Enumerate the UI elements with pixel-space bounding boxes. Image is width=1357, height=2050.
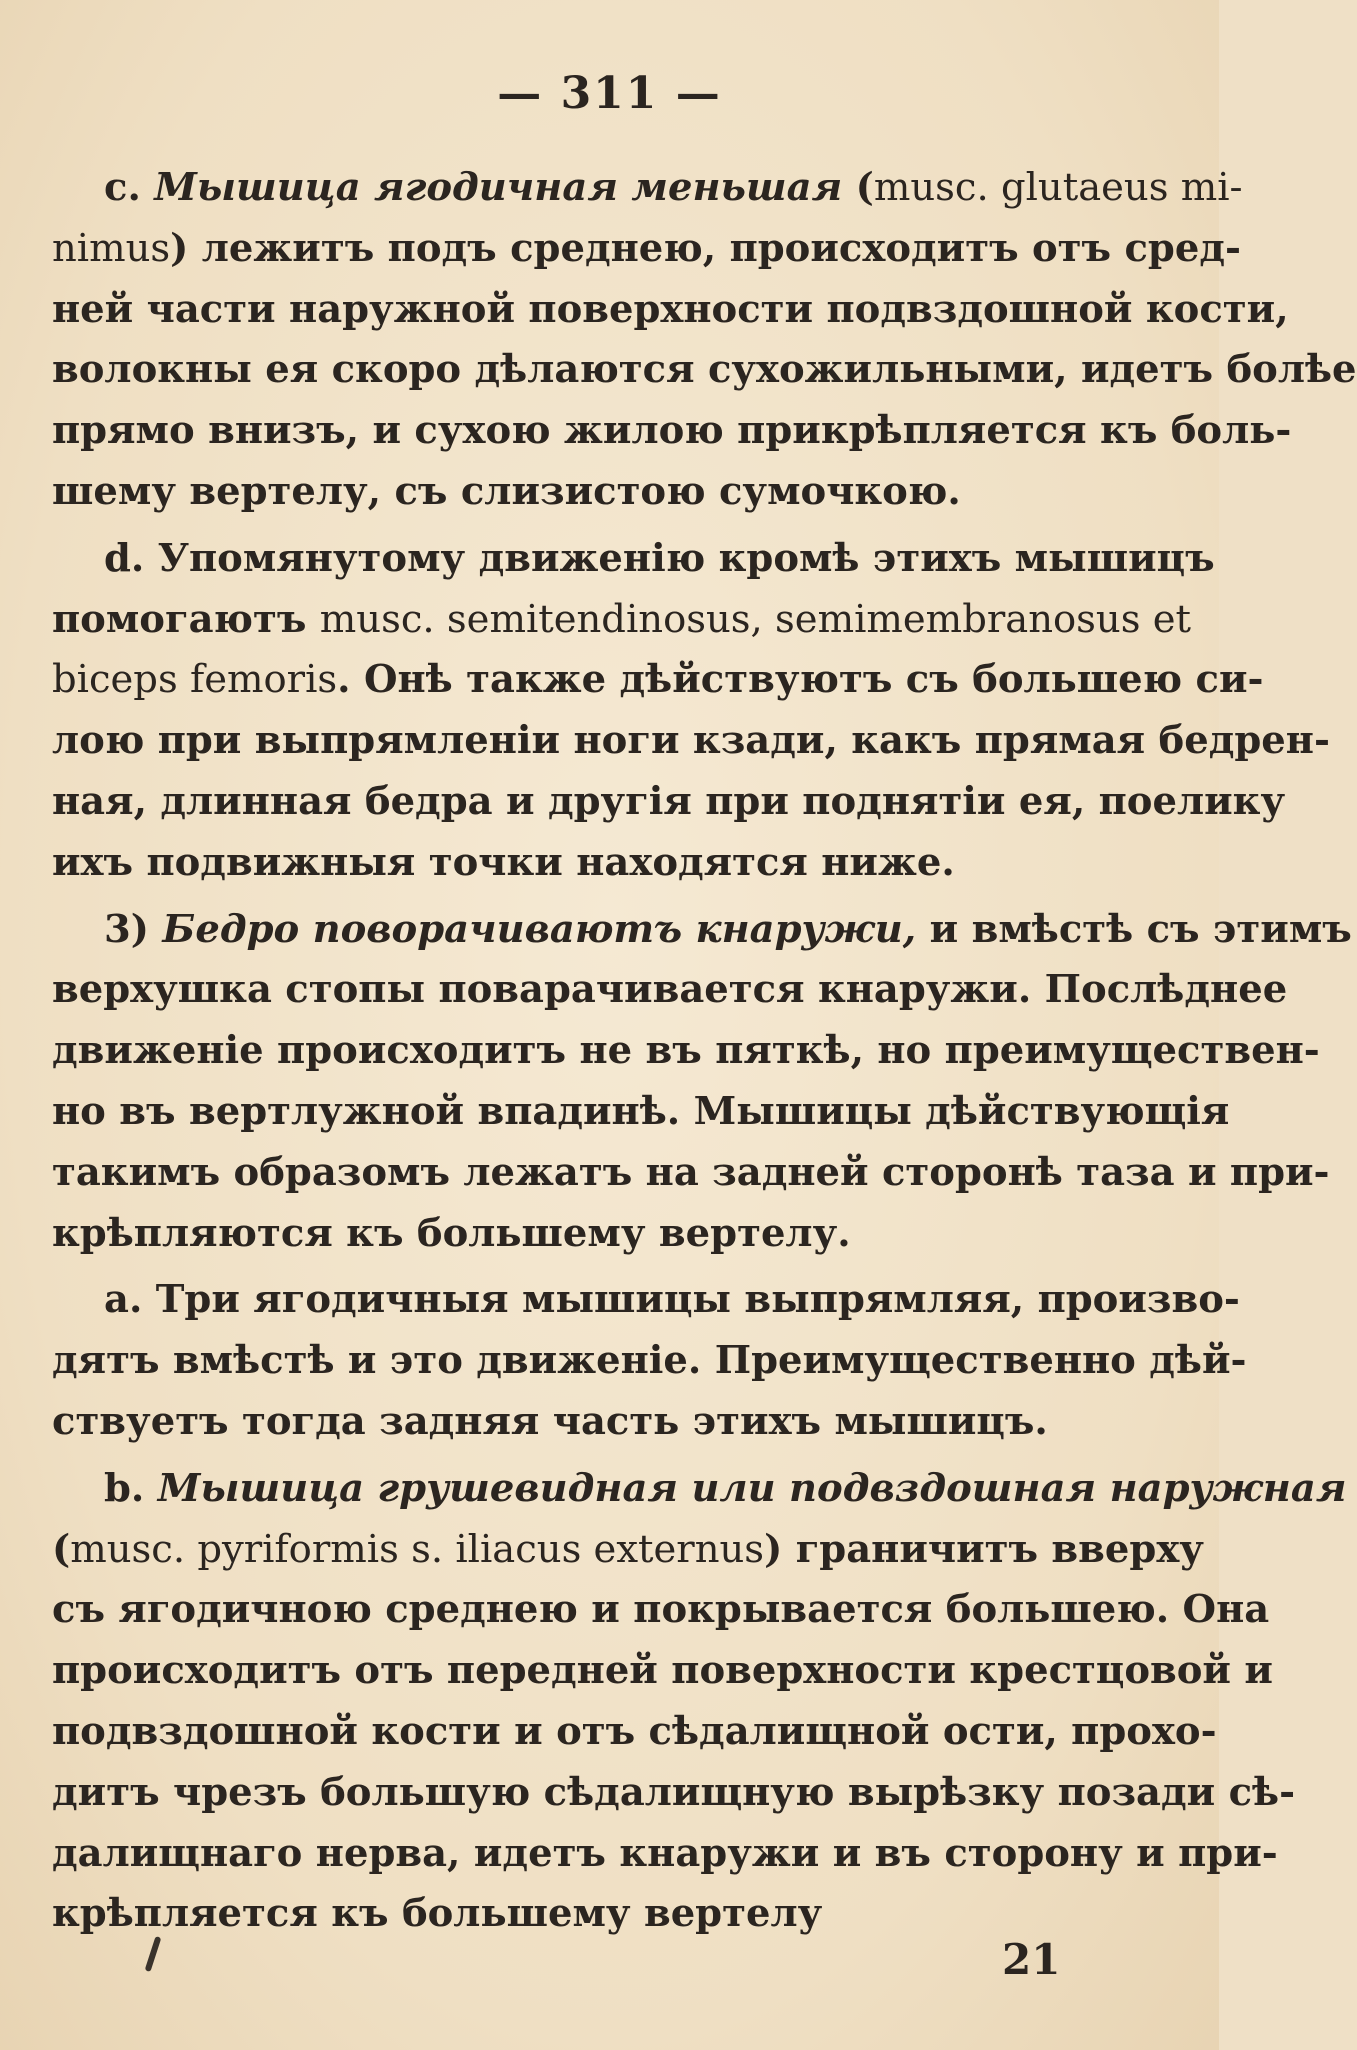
- latin-term: nimus: [52, 225, 171, 271]
- text-segment: съ ягодичною среднею и покрывается большею. Она: [52, 1587, 1270, 1633]
- text-segment: (: [842, 165, 874, 210]
- text-line: [52, 590, 1191, 651]
- text-line: [52, 401, 1292, 462]
- text-segment: шему вертелу, съ слизистою сумочкою.: [52, 468, 961, 514]
- italic-term: Мышица ягодичная меньшая: [154, 165, 843, 210]
- text-segment: подвздошной кости и отъ сѣдалищной ости, прохо-: [52, 1708, 1217, 1754]
- text-line: [52, 1641, 1273, 1702]
- text-line: [52, 650, 1264, 711]
- text-segment: дятъ вмѣстѣ и это движеніе. Преимущественно дѣй-: [52, 1338, 1247, 1384]
- text-line: [52, 1763, 1296, 1824]
- text-line: [52, 1459, 1347, 1520]
- text-segment: . Онѣ также дѣйствуютъ съ большею си-: [337, 657, 1264, 703]
- text-segment: ихъ подвижныя точки находятся ниже.: [52, 839, 955, 885]
- text-segment: c.: [104, 165, 155, 210]
- text-line: [52, 1520, 1204, 1581]
- text-line: [52, 1331, 1247, 1392]
- text-line: [52, 711, 1330, 772]
- text-segment: помогаютъ: [52, 596, 320, 642]
- text-line: [52, 1082, 1230, 1143]
- text-line: [52, 340, 1357, 401]
- text-segment: верхушка стопы поварачивается кнаружи. Послѣднее: [52, 967, 1288, 1013]
- text-segment: волокны ея скоро дѣлаются сухожильными, идетъ болѣе: [52, 347, 1357, 393]
- text-segment: (: [52, 1526, 71, 1572]
- text-segment: d. Упомянутому движенію кромѣ этихъ мышицъ: [104, 535, 1215, 581]
- text-line: [52, 462, 1144, 523]
- text-segment: но въ вертлужной впадинѣ. Мышицы дѣйствующія: [52, 1088, 1230, 1134]
- text-segment: и вмѣстѣ съ этимъ: [916, 906, 1352, 952]
- text-line: [52, 1580, 1270, 1641]
- italic-term: Бедро поворачиваютъ кнаружи,: [162, 906, 917, 952]
- latin-term: musc. pyriformis s. iliacus externus: [70, 1526, 765, 1572]
- text-line: [52, 1204, 1144, 1265]
- text-line: [52, 280, 1289, 341]
- latin-term: biceps femoris: [52, 657, 338, 703]
- text-line: [52, 960, 1288, 1021]
- text-line: [52, 529, 1215, 590]
- text-line: [52, 1702, 1217, 1763]
- text-line: [52, 900, 1352, 961]
- text-segment: ) граничитъ вверху: [764, 1526, 1204, 1572]
- text-line: [52, 1824, 1278, 1885]
- text-segment: движеніе происходитъ не въ пяткѣ, но преимуществен-: [52, 1028, 1320, 1074]
- text-segment: крѣпляется къ большему вертелу: [52, 1891, 823, 1937]
- text-line: [52, 1143, 1330, 1204]
- text-line: [52, 1021, 1320, 1082]
- text-segment: дитъ чрезъ большую сѣдалищную вырѣзку позади сѣ-: [52, 1769, 1296, 1815]
- text-segment: происходитъ отъ передней поверхности крестцовой и: [52, 1648, 1273, 1694]
- text-segment: такимъ образомъ лежатъ на задней сторонѣ таза и при-: [52, 1149, 1330, 1195]
- text-segment: 3): [104, 906, 163, 952]
- italic-term: Мышица грушевидная или подвздошная наружная: [157, 1465, 1347, 1511]
- text-line: [52, 833, 1144, 894]
- text-segment: a. Три ягодичныя мышицы выпрямляя, произво-: [104, 1277, 1240, 1323]
- text-line: [52, 219, 1241, 280]
- text-segment: прямо внизъ, и сухою жилою прикрѣпляется къ боль-: [52, 408, 1292, 454]
- latin-term: musc. semitendinosus, semimembranosus et: [319, 596, 1191, 642]
- text-line: [52, 158, 1243, 219]
- text-line: [52, 1270, 1240, 1331]
- text-segment: ная, длинная бедра и другія при поднятіи ея, поелику: [52, 778, 1286, 824]
- text-segment: ) лежитъ подъ среднею, происходитъ отъ сред-: [170, 225, 1241, 271]
- text-segment: крѣпляются къ большему вертелу.: [52, 1210, 851, 1256]
- text-line: [52, 1884, 1144, 1945]
- latin-term: musc. glutaeus mi-: [873, 165, 1243, 210]
- text-segment: ствуетъ тогда задняя часть этихъ мышицъ.: [52, 1398, 1048, 1444]
- text-segment: ней части наружной поверхности подвздошной кости,: [52, 286, 1289, 332]
- text-segment: далищнаго нерва, идетъ кнаружи и въ сторону и при-: [52, 1830, 1278, 1876]
- text-segment: b.: [104, 1465, 158, 1511]
- page-body-text: [52, 158, 1357, 1945]
- signature-mark: 21: [1002, 1935, 1061, 1984]
- text-segment: лою при выпрямленіи ноги кзади, какъ прямая бедрен-: [52, 718, 1330, 764]
- page-number-header: — 311 —: [497, 68, 722, 119]
- text-line: [52, 1392, 1144, 1453]
- text-line: [52, 772, 1286, 833]
